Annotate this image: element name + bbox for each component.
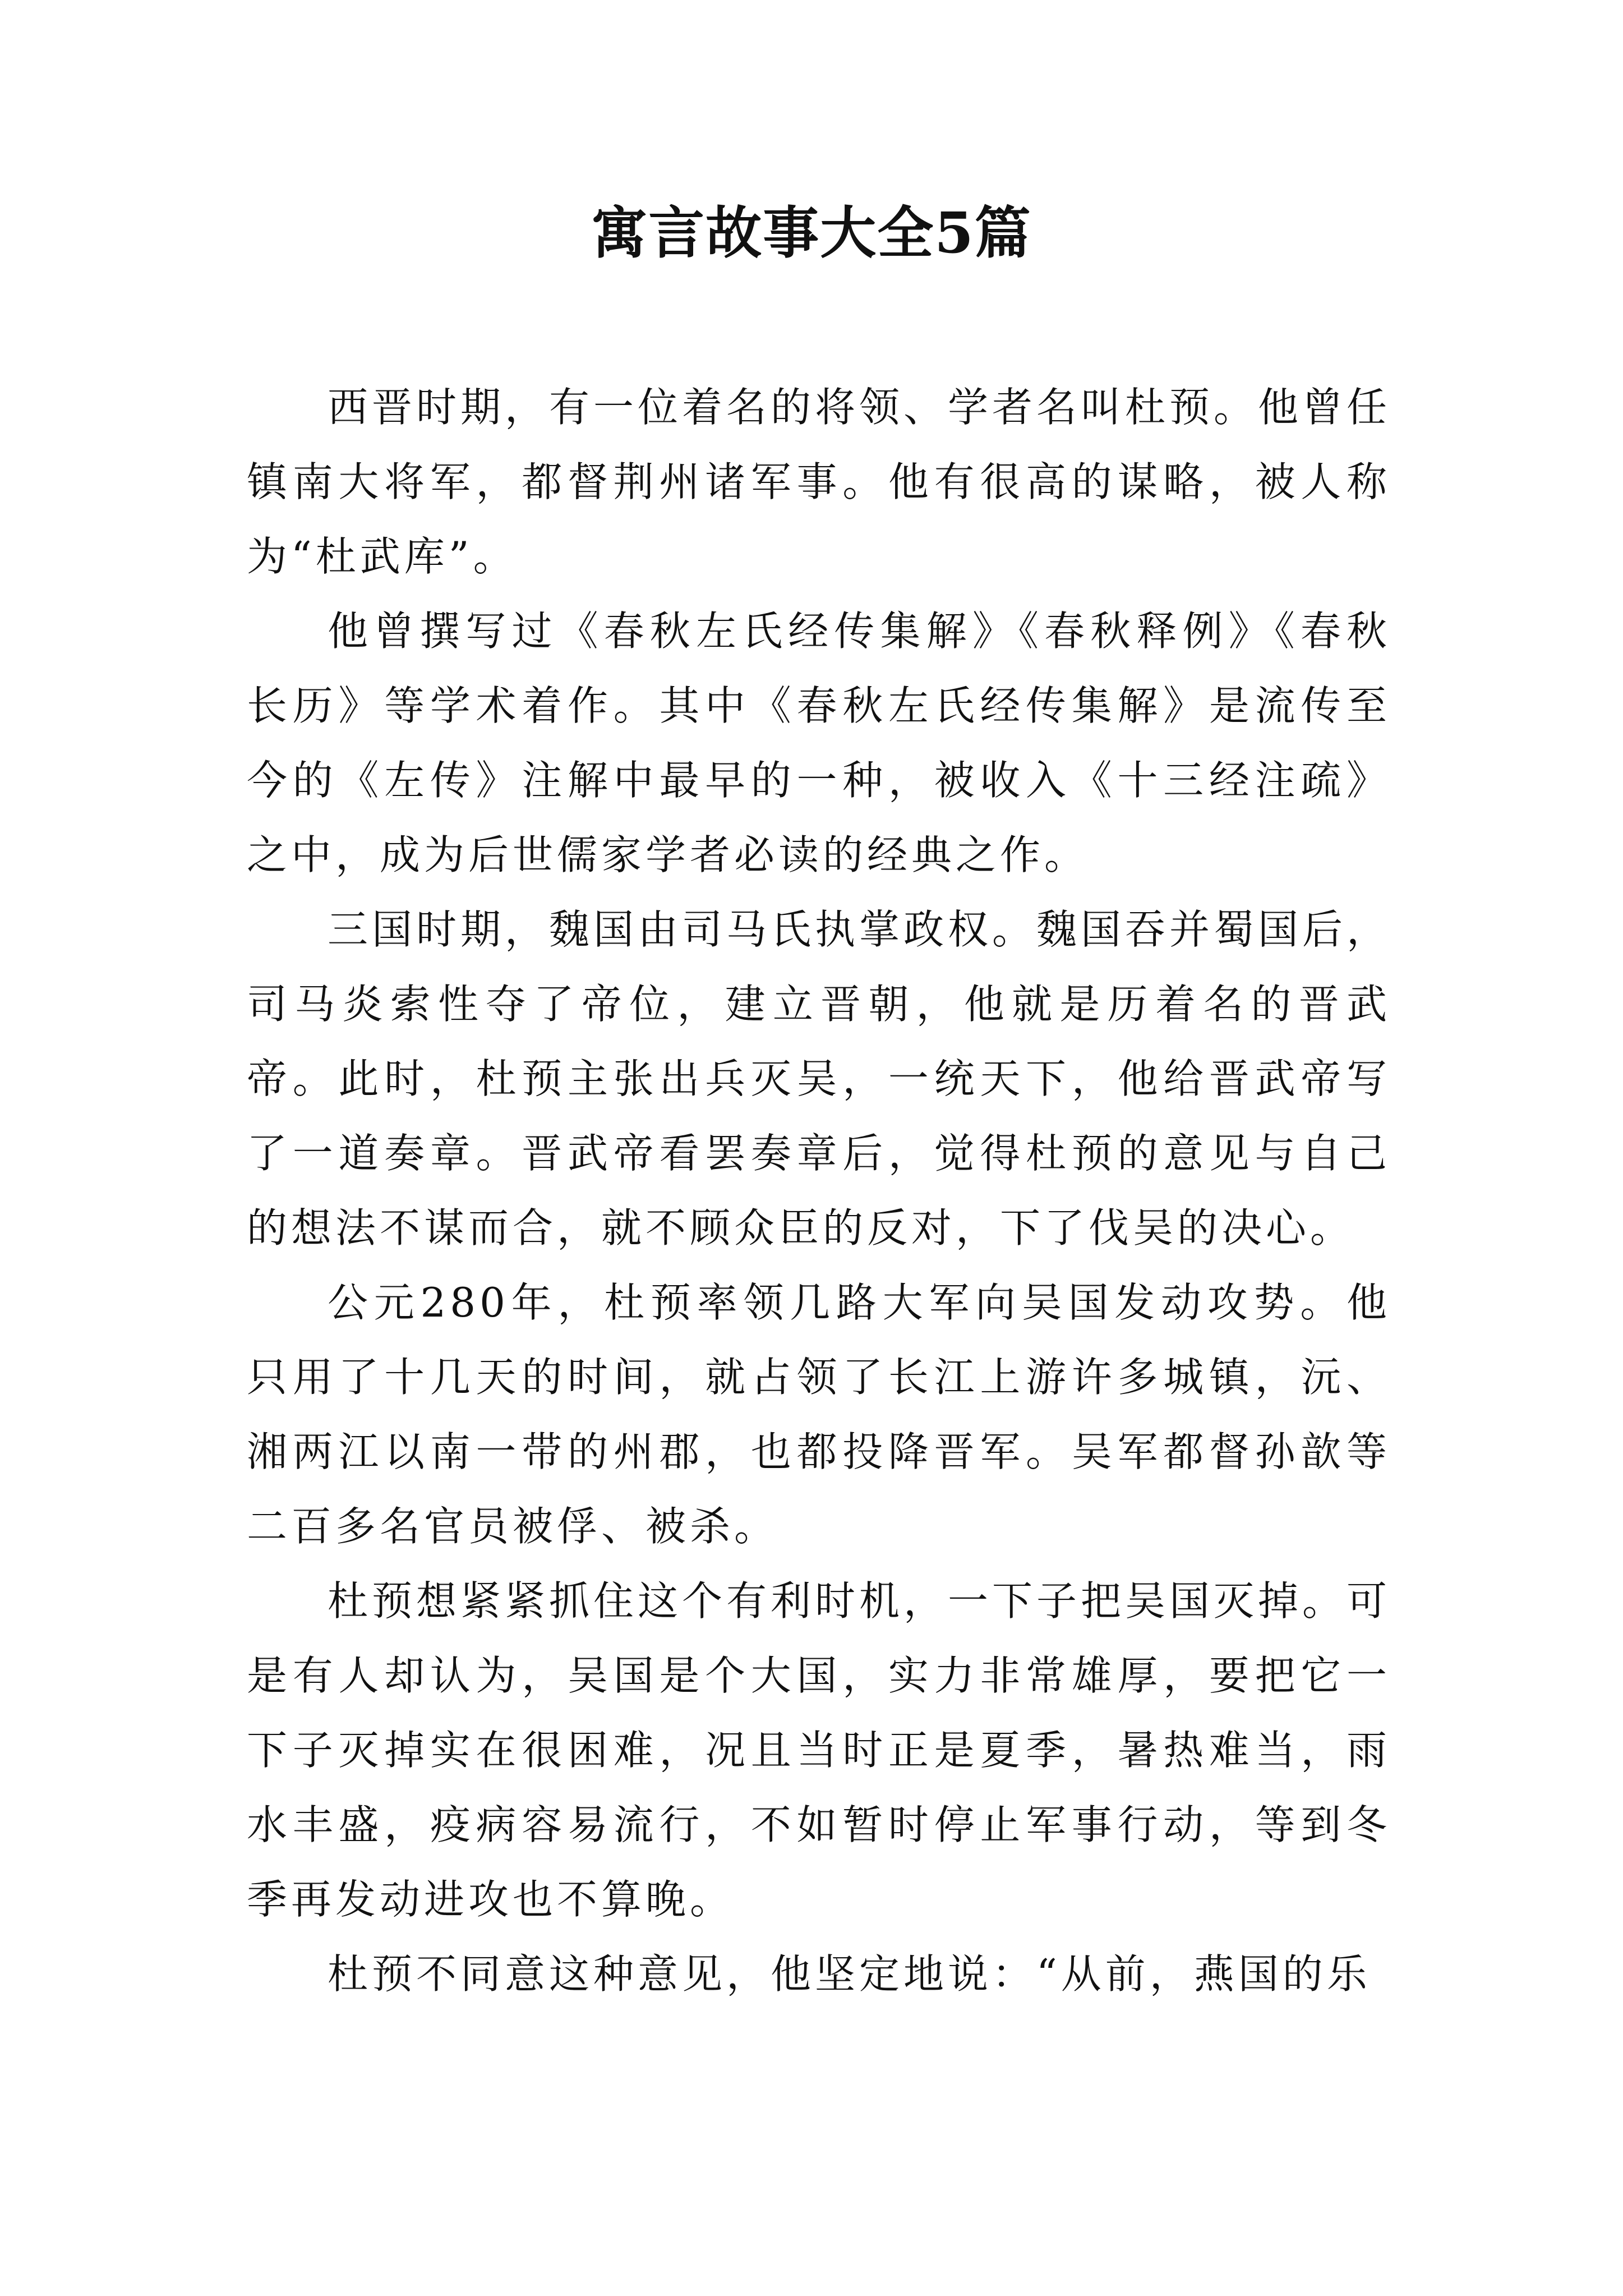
paragraph: 西晋时期，有一位着名的将领、学者名叫杜预。他曾任镇南大将军，都督荆州诸军事。他有很高的谋略，被人称为“杜武库”。 <box>247 384 1391 580</box>
document-body <box>247 370 1391 2012</box>
paragraph: 杜预想紧紧抓住这个有利时机，一下子把吴国灭掉。可是有人却认为，吴国是个大国，实力非常雄厚，要把它一下子灭掉实在很困难，况且当时正是夏季，暑热难当，雨水丰盛，疫病容易流行，不如暂时停止军事行动，等到冬季再发动进攻也不算晚。 <box>247 1577 1391 1923</box>
paragraph: 三国时期，魏国由司马氏执掌政权。魏国吞并蜀国后，司马炎索性夺了帝位，建立晋朝，他就是历着名的晋武帝。此时，杜预主张出兵灭吴，一统天下，他给晋武帝写了一道奏章。晋武帝看罢奏章后，觉得杜预的意见与自己的想法不谋而合，就不顾众臣的反对，下了伐吴的决心。 <box>247 906 1391 1251</box>
paragraph: 公元280年，杜预率领几路大军向吴国发动攻势。他只用了十几天的时间，就占领了长江上游许多城镇，沅、湘两江以南一带的州郡，也都投降晋军。吴军都督孙歆等二百多名官员被俘、被杀。 <box>247 1279 1391 1550</box>
document-title: 寓言故事大全5篇 <box>591 200 1032 266</box>
paragraph: 杜预不同意这种意见，他坚定地说：“从前，燕国的乐 <box>328 1950 1371 1998</box>
paragraph: 他曾撰写过《春秋左氏经传集解》《春秋释例》《春秋长历》等学术着作。其中《春秋左氏经传集解》是流传至今的《左传》注解中最早的一种，被收入《十三经注疏》之中，成为后世儒家学者必读的经典之作。 <box>247 608 1391 878</box>
